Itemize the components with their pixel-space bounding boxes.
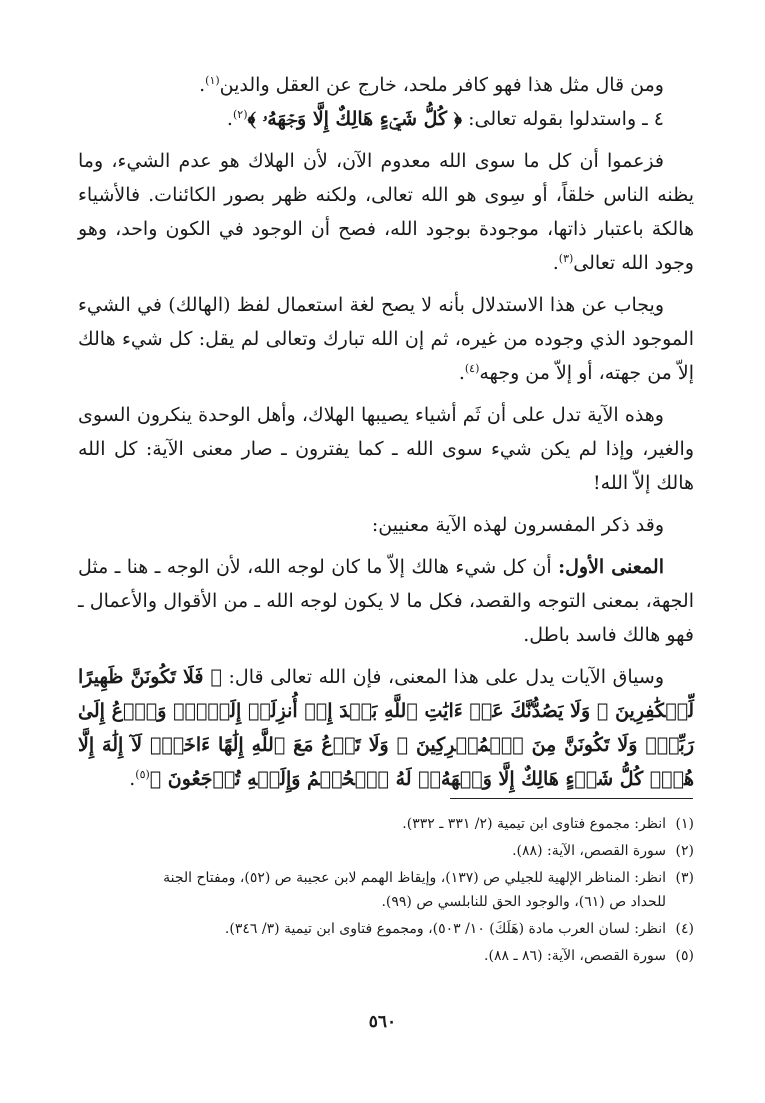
footnote-ref-3[interactable]: (٣) bbox=[558, 252, 574, 265]
paragraph-7-text: أن كل شيء هالك إلاّ ما كان لوجه الله، لأن الوجه ـ هنا ـ مثل الجهة، بمعنى التوجه والقصد، فكل ما لا يكون لوجه الله ـ من الأقوال والأعمال ـ فهو هالك فاسد باطل. bbox=[78, 556, 694, 646]
paragraph-1-text: ومن قال مثل هذا فهو كافر ملحد، خارج عن العقل والدين bbox=[219, 74, 664, 96]
footnote-2 bbox=[66, 839, 694, 863]
footnote-text: سورة القصص، الآية: (٨٨). bbox=[512, 843, 666, 859]
footnote-text-continued: للحداد ص (٦١)، والوجود الحق للنابلسي ص (٩٩). bbox=[381, 894, 666, 910]
footnotes bbox=[66, 812, 694, 971]
footnote-ref-4[interactable]: (٤) bbox=[464, 362, 480, 375]
paragraph-2-text: ٤ ـ واستدلوا بقوله تعالى: bbox=[462, 108, 664, 130]
quran-quote-2: ﴿ فَلَا تَكُونَنَّ ظَهِيرًا لِّلۡكَٰفِرِينَ ۞ وَلَا يَصُدُّنَّكَ عَنۡ ءَايَٰتِ ٱللَّهِ بَعۡدَ إِذۡ أُنزِلَتۡ إِلَيۡكَۖ وَٱدۡعُ إِلَىٰ رَبِّكَۖ وَلَا تَكُونَنَّ مِنَ ٱلۡمُشۡرِكِينَ ۞ وَلَا تَدۡعُ مَعَ ٱللَّهِ إِلَٰهًا ءَاخَرَۘ لَآ إِلَٰهَ إِلَّا هُوَۚ كُلُّ شَيۡءٍ هَالِكٌ إِلَّا وَجۡهَهُۥۚ لَهُ ٱلۡحُكۡمُ وَإِلَيۡهِ تُرۡجَعُونَ ﴾ bbox=[78, 666, 694, 790]
footnote-ref-2[interactable]: (٢) bbox=[232, 108, 248, 121]
footnote-3 bbox=[66, 866, 694, 914]
footnote-text: سورة القصص، الآية: (٨٦ ـ ٨٨). bbox=[484, 948, 666, 964]
paragraph-2: ٤ ـ واستدلوا بقوله تعالى: ﴿ كُلُّ شَيۡءٍ هَالِكٌ إِلَّا وَجۡهَهُۥ ﴾$^{(٢)}$. bbox=[226, 108, 664, 130]
paragraph-4: ويجاب عن هذا الاستدلال بأنه لا يصح لغة استعمال لفظ (الهالك) في الشيء الموجود الذي وجوده من غيره، ثم إن الله تبارك وتعالى لم يقل: كل شيء هالك إلاّ من جهته، أو إلاّ من وجهه$^{(٤)}$. bbox=[78, 294, 694, 384]
footnote-number: (٥) bbox=[675, 948, 694, 964]
footnote-text: انظر: مجموع فتاوى ابن تيمية (٢/ ٣٣١ ـ ٣٣٢). bbox=[402, 816, 666, 832]
footnote-text: انظر: لسان العرب مادة (هَلَكَ) ١٠/ ٥٠٣)، ومجموع فتاوى ابن تيمية (٣/ ٣٤٦). bbox=[224, 921, 666, 937]
footnote-divider bbox=[450, 798, 693, 799]
footnote-text: انظر: المناظر الإلهية للجيلي ص (١٣٧)، وإيقاظ الهمم لابن عجيبة ص (٥٢)، ومفتاح الجنة bbox=[163, 870, 666, 886]
paragraph-3: فزعموا أن كل ما سوى الله معدوم الآن، لأن الهلاك هو عدم الشيء، وما يظنه الناس خلقاً، أو سِوى هو الله تعالى، ولكنه ظهر بصور الكائنات. فالأشياء هالكة باعتبار ذاتها، موجودة بوجود الله، فصح أن الوجود في الكون واحد، وهو وجود الله تعالى$^{(٣)}$. bbox=[78, 150, 694, 274]
paragraph-6: وقد ذكر المفسرون لهذه الآية معنيين: bbox=[371, 514, 664, 536]
footnote-number: (٤) bbox=[675, 921, 694, 937]
first-meaning-label: المعنى الأول: bbox=[558, 556, 664, 578]
footnote-ref-1[interactable]: (١) bbox=[205, 74, 220, 87]
paragraph-8: وسياق الآيات يدل على هذا المعنى، فإن الله تعالى قال: ﴿ فَلَا تَكُونَنَّ ظَهِيرًا لِّلۡكَٰفِرِينَ ۞ وَلَا يَصُدُّنَّكَ عَنۡ ءَايَٰتِ ٱللَّهِ بَعۡدَ إِذۡ أُنزِلَتۡ إِلَيۡكَۖ وَٱدۡعُ إِلَىٰ رَبِّكَۖ وَلَا تَكُونَنَّ مِنَ ٱلۡمُشۡرِكِينَ ۞ وَلَا تَدۡعُ مَعَ ٱللَّهِ إِلَٰهًا ءَاخَرَۘ لَآ إِلَٰهَ إِلَّا هُوَۚ كُلُّ شَيۡءٍ هَالِكٌ إِلَّا وَجۡهَهُۥۚ لَهُ ٱلۡحُكۡمُ وَإِلَيۡهِ تُرۡجَعُونَ ﴾$^{(٥)}$. bbox=[78, 666, 694, 790]
footnote-ref-5[interactable]: (٥) bbox=[135, 768, 150, 781]
main-text bbox=[78, 68, 694, 796]
paragraph-4-text: ويجاب عن هذا الاستدلال بأنه لا يصح لغة استعمال لفظ (الهالك) في الشيء الموجود الذي وجوده من غيره، ثم إن الله تبارك وتعالى لم يقل: كل شيء هالك إلاّ من جهته، أو إلاّ من وجهه bbox=[78, 294, 694, 384]
paragraph-3-text: فزعموا أن كل ما سوى الله معدوم الآن، لأن الهلاك هو عدم الشيء، وما يظنه الناس خلقاً، أو سِوى هو الله تعالى، ولكنه ظهر بصور الكائنات. فالأشياء هالكة باعتبار ذاتها، موجودة بوجود الله، فصح أن الوجود في الكون واحد، وهو وجود الله تعالى bbox=[78, 150, 694, 274]
footnote-number: (٢) bbox=[675, 843, 694, 859]
paragraph-8-text: وسياق الآيات يدل على هذا المعنى، فإن الله تعالى قال: bbox=[221, 666, 665, 688]
paragraph-5: وهذه الآية تدل على أن ثَم أشياء يصيبها الهلاك، وأهل الوحدة ينكرون السوى والغير، وإذا لم يكن شيء سوى الله ـ كما يفترون ـ صار معنى الآية: كل الله هالك إلاّ الله! bbox=[78, 404, 694, 494]
footnote-4 bbox=[66, 917, 694, 941]
paragraph-7 bbox=[78, 550, 694, 652]
footnote-5 bbox=[66, 944, 694, 968]
footnote-number: (٣) bbox=[675, 870, 694, 886]
paragraph-1: ومن قال مثل هذا فهو كافر ملحد، خارج عن العقل والدين$^{(١)}$. bbox=[199, 74, 664, 96]
footnote-1 bbox=[66, 812, 694, 836]
quran-quote-1: ﴿ كُلُّ شَيۡءٍ هَالِكٌ إِلَّا وَجۡهَهُۥ ﴾ bbox=[247, 108, 463, 130]
page-number: ٥٦٠ bbox=[368, 1012, 397, 1032]
footnote-number: (١) bbox=[675, 816, 694, 832]
